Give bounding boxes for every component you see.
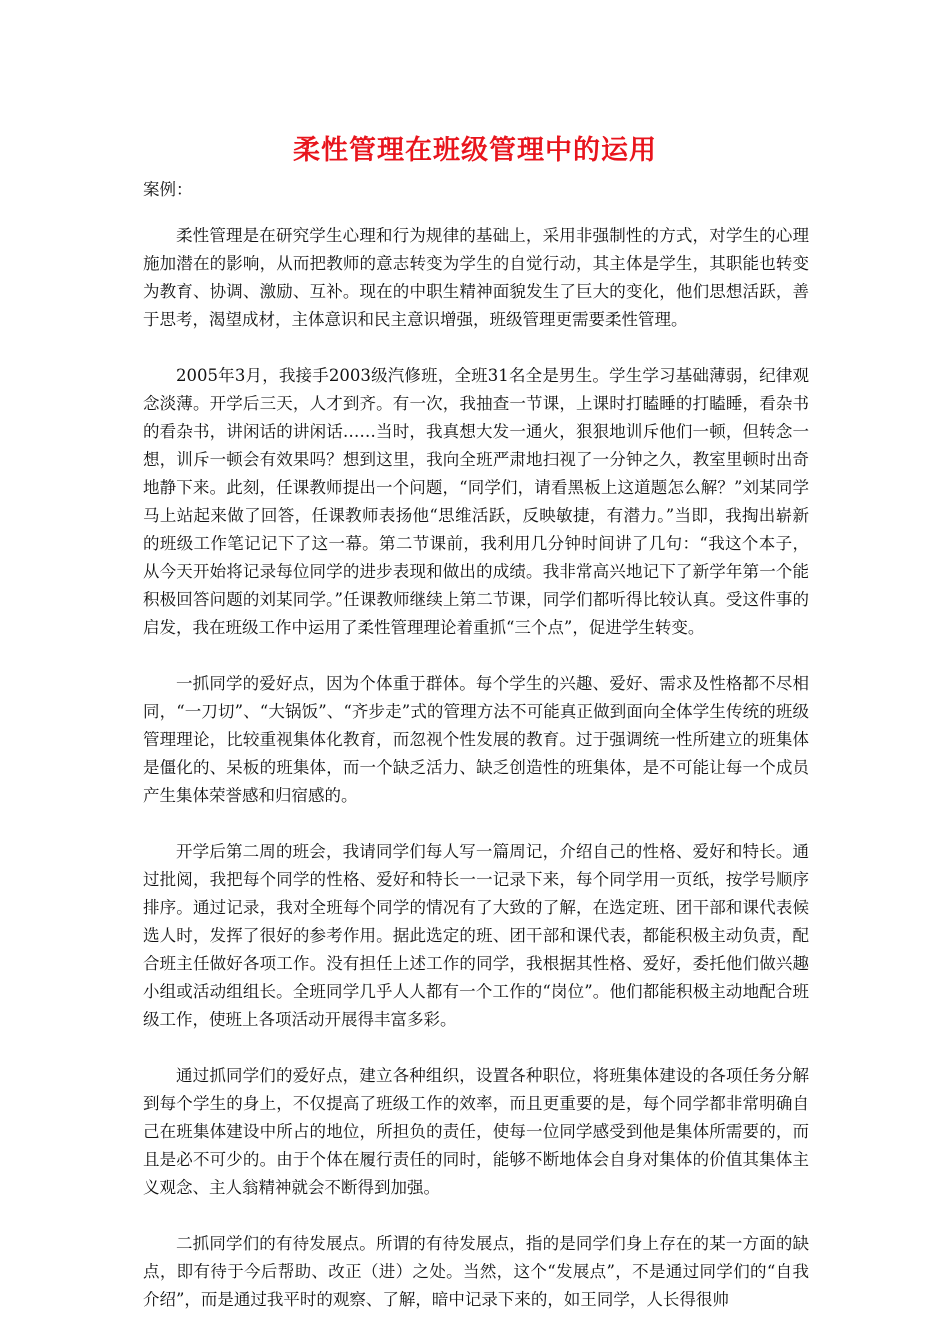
document-title: 柔性管理在班级管理中的运用	[293, 135, 657, 166]
paragraph: 柔性管理是在研究学生心理和行为规律的基础上，采用非强制性的方式，对学生的心理施加潜在的影响，从而把教师的意志转变为学生的自觉行动，其主体是学生，其职能也转变为教育、协调、激励、互补。现在的中职生精神面貌发生了巨大的变化，他们思想活跃，善于思考，渴望成材，主体意识和民主意识增强，班级管理更需要柔性管理。	[143, 226, 809, 329]
case-label: 案例：	[143, 180, 193, 199]
paragraph: 开学后第二周的班会，我请同学们每人写一篇周记，介绍自己的性格、爱好和特长。通过批阅，我把每个同学的性格、爱好和特长一一记录下来，每个同学用一页纸，按学号顺序排序。通过记录，我对全班每个同学的情况有了大致的了解，在选定班、团干部和课代表候选人时，发挥了很好的参考作用。据此选定的班、团干部和课代表，都能积极主动负责，配合班主任做好各项工作。没有担任上述工作的同学，我根据其性格、爱好，委托他们做兴趣小组或活动组组长。全班同学几乎人人都有一个工作的“岗位”。他们都能积极主动地配合班级工作，使班上各项活动开展得丰富多彩。	[143, 842, 809, 1029]
paragraph: 2005年3月，我接手2003级汽修班，全班31名全是男生。学生学习基础薄弱，纪律观念淡薄。开学后三天，人才到齐。有一次，我抽查一节课，上课时打瞌睡的打瞌睡，看杂书的看杂书，讲闲话的讲闲话……当时，我真想大发一通火，狠狠地训斥他们一顿，但转念一想，训斥一顿会有效果吗？想到这里，我向全班严肃地扫视了一分钟之久，教室里顿时出奇地静下来。此刻，任课教师提出一个问题，“同学们，请看黑板上这道题怎么解？”刘某同学马上站起来做了回答，任课教师表扬他“思维活跃，反映敏捷，有潜力。”当即，我掏出崭新的班级工作笔记记下了这一幕。第二节课前，我利用几分钟时间讲了几句：“我这个本子，从今天开始将记录每位同学的进步表现和做出的成绩。我非常高兴地记下了新学年第一个能积极回答问题的刘某同学。”任课教师继续上第二节课，同学们都听得比较认真。受这件事的启发，我在班级工作中运用了柔性管理理论着重抓“三个点”，促进学生转变。	[143, 366, 809, 637]
paragraph: 一抓同学的爱好点，因为个体重于群体。每个学生的兴趣、爱好、需求及性格都不尽相同，“一刀切”、“大锅饭”、“齐步走”式的管理方法不可能真正做到面向全体学生传统的班级管理理论，比较重视集体化教育，而忽视个性发展的教育。过于强调统一性所建立的班集体是僵化的、呆板的班集体，而一个缺乏活力、缺乏创造性的班集体，是不可能让每一个成员产生集体荣誉感和归宿感的。	[143, 674, 809, 805]
document-body	[143, 222, 809, 1342]
paragraph: 通过抓同学们的爱好点，建立各种组织，设置各种职位，将班集体建设的各项任务分解到每个学生的身上，不仅提高了班级工作的效率，而且更重要的是，每个同学都非常明确自己在班集体建设中所占的地位，所担负的责任，使每一位同学感受到他是集体所需要的，而且是必不可少的。由于个体在履行责任的同时，能够不断地体会自身对集体的价值其集体主义观念、主人翁精神就会不断得到加强。	[143, 1066, 809, 1197]
paragraph: 二抓同学们的有待发展点。所谓的有待发展点，指的是同学们身上存在的某一方面的缺点，即有待于今后帮助、改正（进）之处。当然，这个“发展点”，不是通过同学们的“自我介绍”，而是通过我平时的观察、了解，暗中记录下来的，如王同学，人长得很帅	[143, 1234, 809, 1309]
